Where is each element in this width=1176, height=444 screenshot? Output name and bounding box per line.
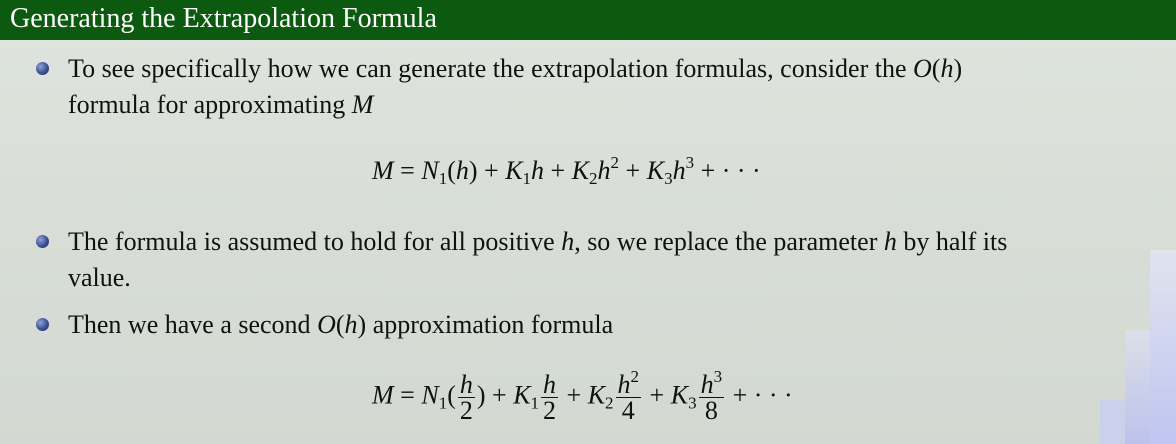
- eq-term: N: [421, 380, 439, 410]
- frac-den: 4: [621, 396, 635, 425]
- math-variable: h: [940, 54, 954, 83]
- pixel-overlay-decoration: [1100, 400, 1125, 444]
- fraction: [699, 367, 725, 425]
- math-variable: M: [351, 90, 374, 119]
- bullet-3-text-end: approximation formula: [366, 310, 614, 339]
- bullet-icon: [36, 235, 49, 248]
- big-o-symbol: O: [913, 54, 932, 83]
- title-bar: [0, 0, 1176, 40]
- bullet-1-text: To see specifically how we can generate the extrapolation formulas, consider the: [68, 54, 914, 83]
- eq-term: h: [597, 156, 611, 185]
- fraction: [616, 367, 642, 425]
- bullet-1-text-2: formula for approximating: [68, 90, 352, 119]
- eq-term: K: [571, 156, 590, 185]
- bullet-icon: [36, 318, 49, 331]
- pixel-overlay-decoration: [1150, 250, 1176, 444]
- eq-term: K: [670, 380, 689, 410]
- eq-lhs: M: [372, 380, 394, 410]
- eq-term: K: [587, 380, 606, 410]
- slide-title: Generating the Extrapolation Formula: [10, 3, 437, 34]
- bullet-2-line-2: [68, 260, 131, 296]
- eq-term: K: [646, 156, 665, 185]
- eq-term: h: [531, 156, 545, 185]
- bullet-2-text-end: by half its: [896, 227, 1008, 256]
- math-variable: h: [561, 227, 575, 256]
- bullet-1-line-2: [68, 87, 373, 123]
- bullet-icon: [36, 62, 49, 75]
- frac-den: 8: [704, 396, 718, 425]
- ellipsis: · · ·: [721, 156, 761, 185]
- bullet-1-line-1: To see specifically how we can generate the extrapolation formulas, consider the O(h): [68, 54, 963, 83]
- bullet-2-text-mid: , so we replace the parameter: [574, 227, 884, 256]
- eq-term: K: [505, 156, 523, 185]
- fraction: [541, 372, 558, 423]
- equation-2: $M = N_1$( $\frac{h}{2}$ ) + $K_1$ $\frac{h}{2}$ + $K_2$ $\frac{h^2}{4}$ + $K_3$ $\frac{h^3}{8}$ + · · ·: [372, 367, 793, 425]
- bullet-3-text: Then we have a second: [68, 310, 318, 339]
- frac-num-var: h: [617, 370, 631, 399]
- eq-term: h: [672, 156, 686, 185]
- eq-term: K: [513, 380, 531, 410]
- big-o-symbol: O: [317, 310, 336, 339]
- math-variable: h: [883, 227, 897, 256]
- ellipsis: · · ·: [753, 380, 793, 410]
- frac-num: $h^2$: [617, 367, 640, 399]
- equation-1: $M = N_1(h) + K_1h + K_2h^2 + K_3h^3$ + · · ·: [372, 153, 761, 188]
- frac-den: 2: [459, 396, 473, 425]
- eq-term: N: [421, 156, 439, 185]
- frac-num: h: [543, 370, 557, 399]
- eq-term: h: [455, 156, 469, 185]
- frac-den: 2: [543, 396, 557, 425]
- frac-num: $h^3$: [700, 367, 723, 399]
- bullet-3-line-1: Then we have a second O(h) approximation formula: [68, 310, 614, 339]
- frac-num: h: [459, 370, 473, 399]
- bullet-2-line-1: [68, 224, 1007, 260]
- bullet-2-text: The formula is assumed to hold for all positive: [68, 227, 562, 256]
- fraction: [458, 372, 475, 423]
- bullet-2-text-2: value.: [68, 263, 131, 292]
- frac-num-var: h: [700, 370, 714, 399]
- eq-lhs: M: [372, 156, 394, 185]
- math-variable: h: [344, 310, 358, 339]
- pixel-overlay-decoration: [1125, 330, 1150, 444]
